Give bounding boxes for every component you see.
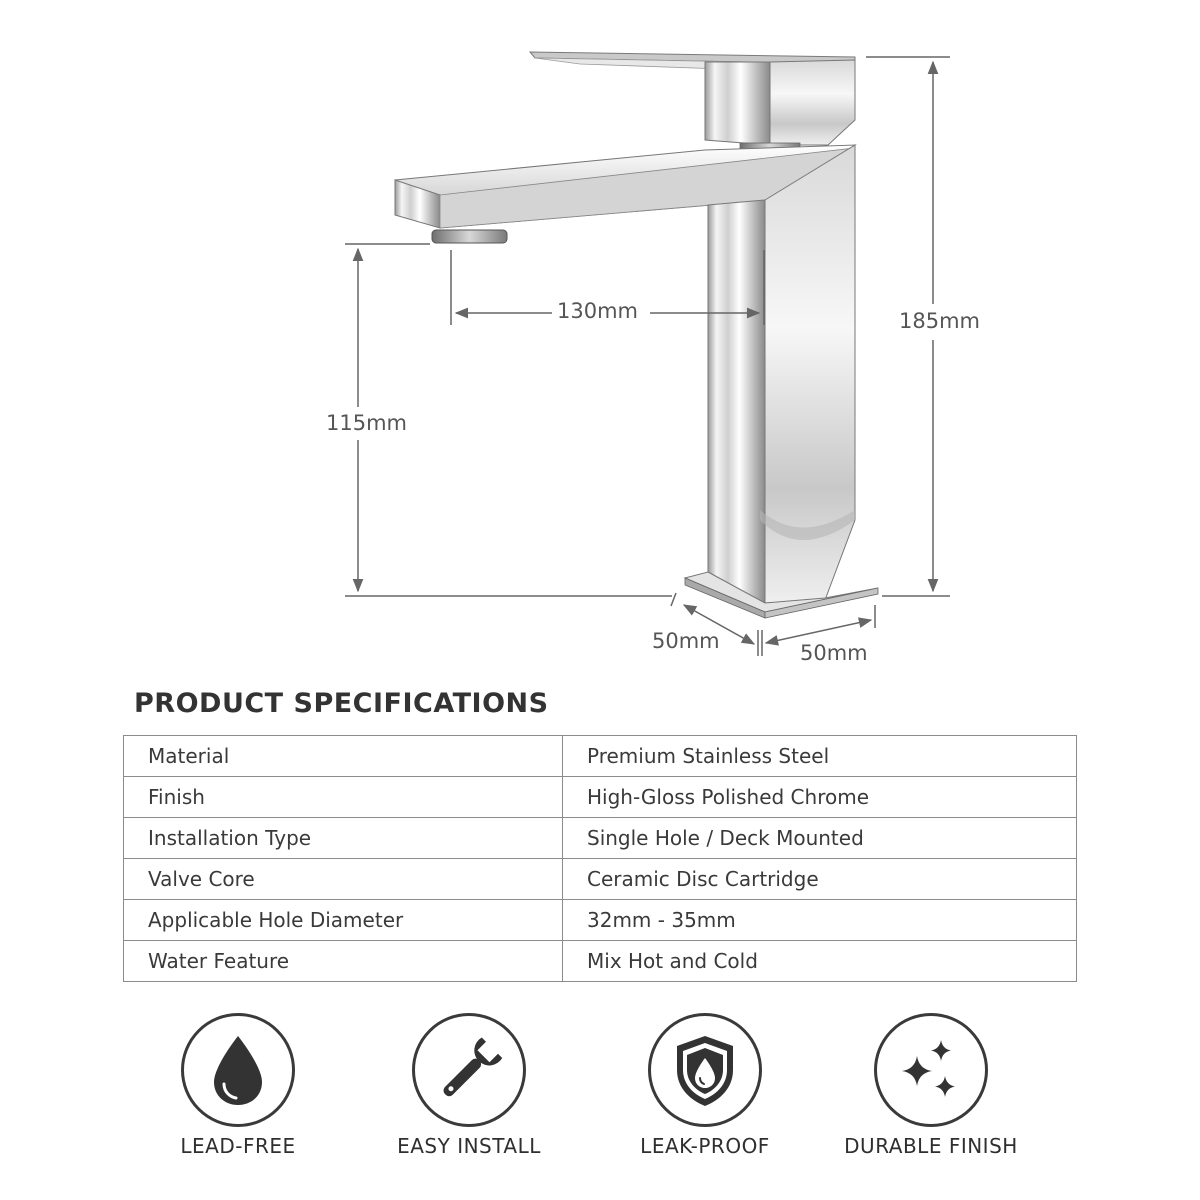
feature-easy-install	[359, 1010, 579, 1170]
feature-leak-proof	[595, 1010, 815, 1170]
spout-reach-label: 130mm	[553, 298, 642, 324]
table-row	[124, 941, 1077, 982]
spec-label: Installation Type	[124, 818, 563, 859]
sparkle-icon	[874, 1013, 988, 1127]
spec-label: Valve Core	[124, 859, 563, 900]
table-row	[124, 900, 1077, 941]
feature-lead-free	[128, 1010, 348, 1170]
spec-label: Finish	[124, 777, 563, 818]
spec-label: Material	[124, 736, 563, 777]
base-width-label: 50mm	[796, 640, 872, 666]
spec-value: High-Gloss Polished Chrome	[563, 777, 1077, 818]
spec-value: Mix Hot and Cold	[563, 941, 1077, 982]
wrench-icon	[412, 1013, 526, 1127]
shield-drop-icon	[648, 1013, 762, 1127]
feature-durable-finish	[821, 1010, 1041, 1170]
feature-label: EASY INSTALL	[397, 1134, 541, 1158]
specifications-table	[123, 735, 1077, 982]
spec-value: Ceramic Disc Cartridge	[563, 859, 1077, 900]
spec-value: 32mm - 35mm	[563, 900, 1077, 941]
feature-label: LEAD-FREE	[180, 1134, 296, 1158]
specifications-title: PRODUCT SPECIFICATIONS	[134, 688, 549, 719]
faucet-body	[708, 145, 855, 603]
table-row	[124, 818, 1077, 859]
table-row	[124, 777, 1077, 818]
spec-label: Applicable Hole Diameter	[124, 900, 563, 941]
handle-block	[705, 60, 855, 153]
feature-label: DURABLE FINISH	[844, 1134, 1018, 1158]
table-row	[124, 736, 1077, 777]
spec-value: Premium Stainless Steel	[563, 736, 1077, 777]
base-depth-label: 50mm	[648, 628, 724, 654]
feature-label: LEAK-PROOF	[640, 1134, 770, 1158]
spout-height-label: 115mm	[322, 410, 411, 436]
spec-value: Single Hole / Deck Mounted	[563, 818, 1077, 859]
spec-label: Water Feature	[124, 941, 563, 982]
total-height-label: 185mm	[895, 308, 984, 334]
table-row	[124, 859, 1077, 900]
feature-icons-row	[0, 1010, 1200, 1200]
dimension-lines	[345, 57, 950, 656]
water-drop-icon	[181, 1013, 295, 1127]
